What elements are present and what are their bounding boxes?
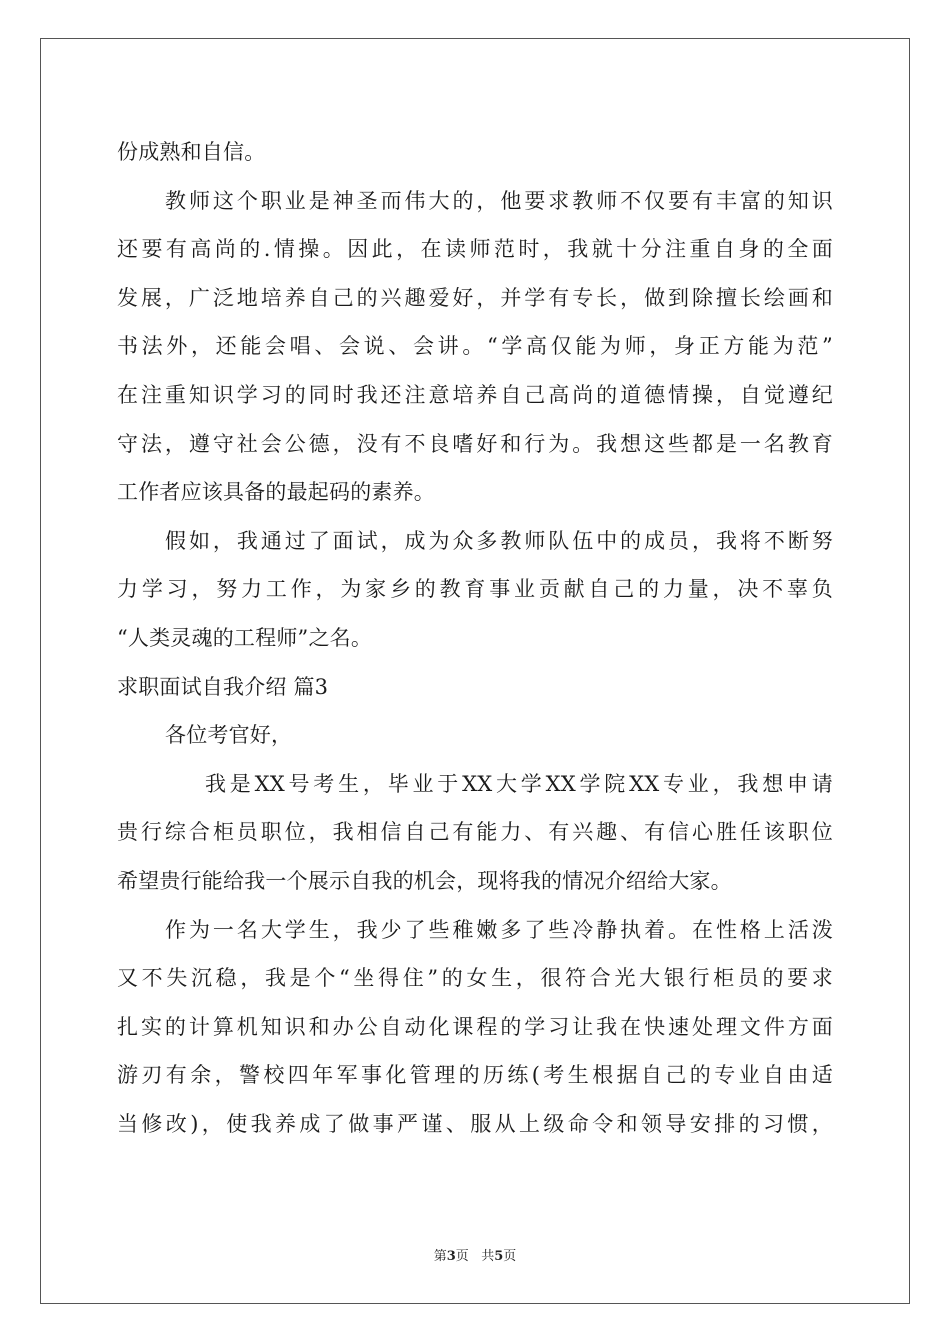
text-line: 力学习，努力工作，为家乡的教育事业贡献自己的力量，决不辜负	[117, 577, 833, 602]
text-line: 在注重知识学习的同时我还注意培养自己高尚的道德情操，自觉遵纪	[117, 382, 833, 407]
text-line: 还要有高尚的.情操。因此，在读师范时，我就十分注重自身的全面	[117, 237, 833, 262]
text-line: 游刃有余，警校四年军事化管理的历练(考生根据自己的专业自由适	[117, 1063, 833, 1088]
page-footer	[0, 1245, 950, 1264]
text-line: 我是XX号考生，毕业于XX大学XX学院XX专业，我想申请	[205, 771, 833, 796]
text-line: 工作者应该具备的最起码的素养。	[117, 480, 435, 505]
text-line: 教师这个职业是神圣而伟大的，他要求教师不仅要有丰富的知识	[165, 188, 833, 213]
greeting-line: 各位考官好，	[165, 723, 293, 748]
text-line: 发展，广泛地培养自己的兴趣爱好，并学有专长，做到除擅长绘画和	[117, 285, 833, 310]
total-page-number: 5	[494, 1249, 504, 1264]
total-prefix: 共	[481, 1249, 495, 1264]
text-line: 又不失沉稳，我是个“坐得住”的女生，很符合光大银行柜员的要求	[117, 966, 833, 991]
document-body	[117, 128, 833, 1148]
total-suffix: 页	[503, 1249, 517, 1264]
current-page-number: 3	[446, 1249, 456, 1264]
text-line: 书法外，还能会唱、会说、会讲。“学高仅能为师，身正方能为范”	[117, 334, 833, 359]
text-line: 希望贵行能给我一个展示自我的机会，现将我的情况介绍给大家。	[117, 868, 732, 893]
text-line: 份成熟和自信。	[117, 140, 266, 164]
text-line: 当修改)，使我养成了做事严谨、服从上级命令和领导安排的习惯，	[117, 1111, 833, 1136]
text-line: 扎实的计算机知识和办公自动化课程的学习让我在快速处理文件方面	[117, 1014, 833, 1039]
text-line: 守法，遵守社会公德，没有不良嗜好和行为。我想这些都是一名教育	[117, 431, 833, 456]
section-heading: 求职面试自我介绍 篇3	[117, 674, 329, 699]
page-suffix: 页	[455, 1249, 469, 1264]
text-line: 作为一名大学生，我少了些稚嫩多了些冷静执着。在性格上活泼	[165, 917, 833, 942]
text-line: 假如，我通过了面试，成为众多教师队伍中的成员，我将不断努	[165, 528, 833, 553]
text-line: “人类灵魂的工程师”之名。	[117, 625, 373, 650]
page-prefix: 第	[433, 1249, 447, 1264]
text-line: 贵行综合柜员职位，我相信自己有能力、有兴趣、有信心胜任该职位	[117, 820, 833, 845]
